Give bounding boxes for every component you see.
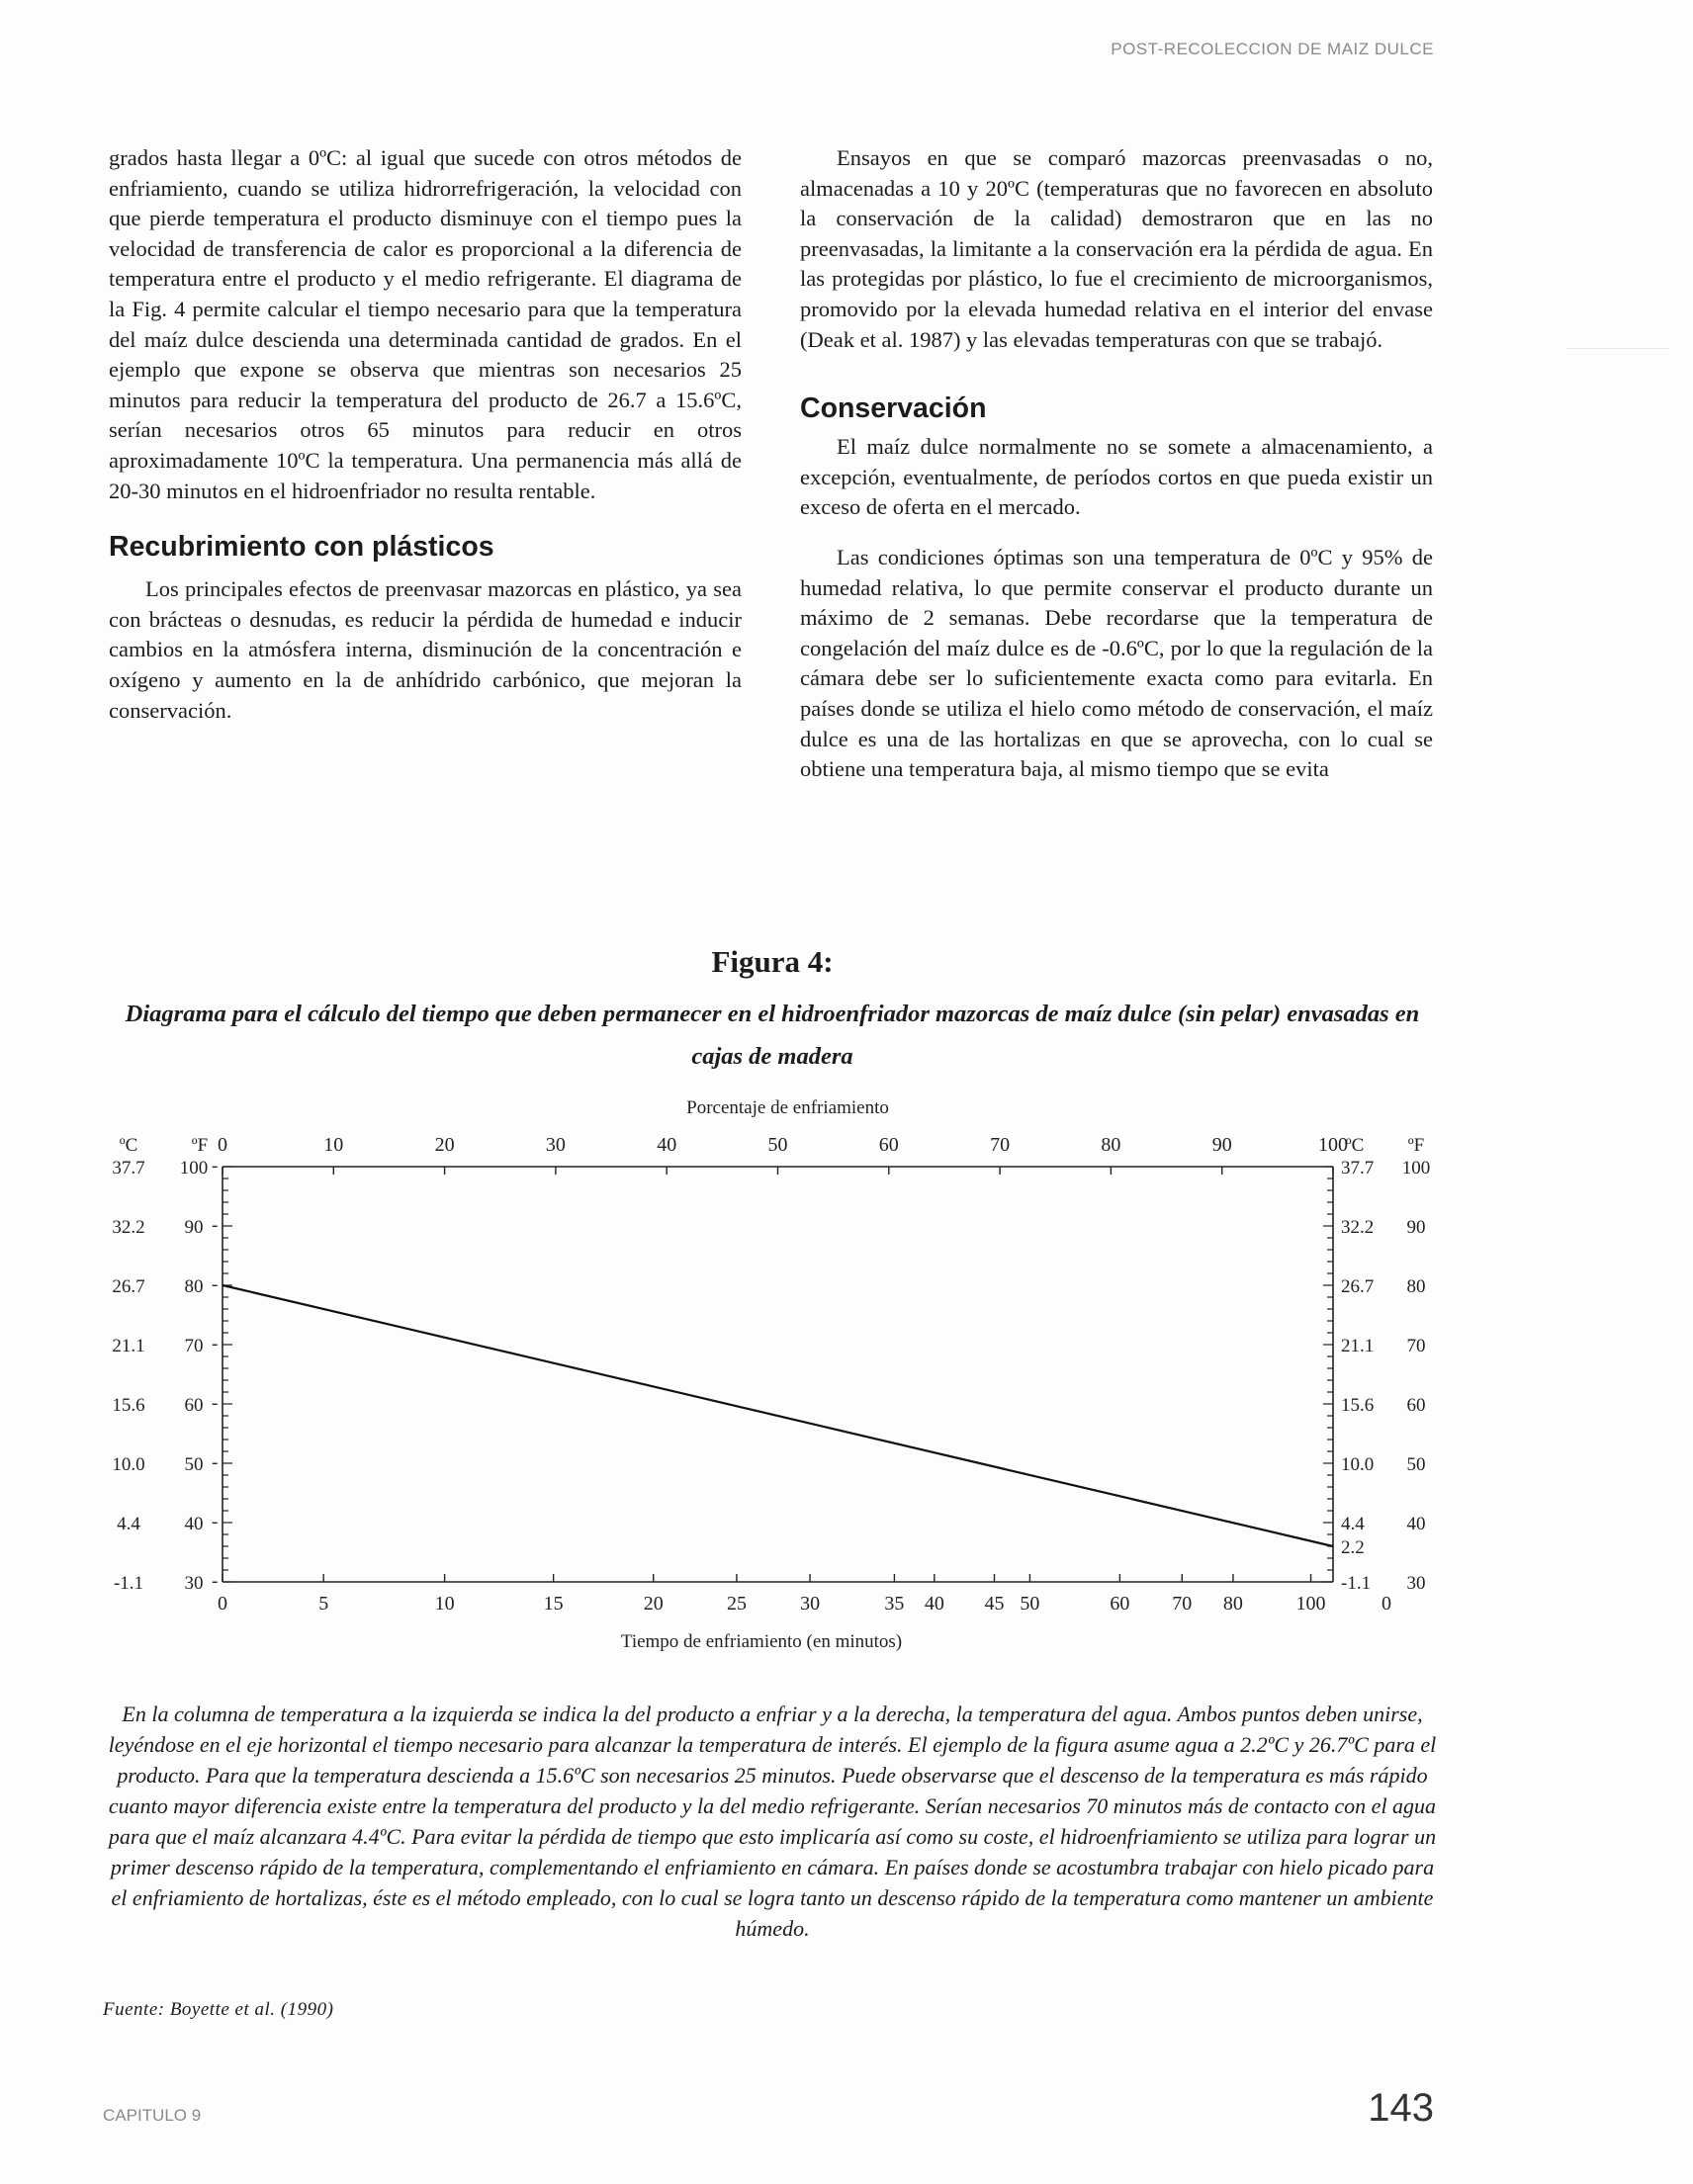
example-line — [223, 1285, 1333, 1546]
bottom-tick-label: 45 — [984, 1593, 1005, 1615]
left-scale-f-label: 90 — [184, 1217, 204, 1238]
bottom-tick-label: 35 — [884, 1593, 905, 1615]
top-tick-label: 30 — [545, 1134, 566, 1156]
right-scale-c-label: 37.7 — [1341, 1158, 1375, 1179]
right-scale-f-label: 100 — [1401, 1158, 1431, 1179]
top-tick-label: 70 — [990, 1134, 1011, 1156]
bottom-tick-label: 10 — [434, 1593, 455, 1615]
right-scale-c-label: 26.7 — [1341, 1276, 1375, 1297]
bottom-end-label: 0 — [1381, 1593, 1391, 1615]
bottom-tick-label: 5 — [318, 1593, 329, 1615]
left-scale-c-label: 32.2 — [112, 1217, 145, 1238]
left-scale-c-label: 10.0 — [112, 1454, 145, 1475]
bottom-tick-label: 60 — [1110, 1593, 1130, 1615]
left-column — [109, 143, 742, 726]
left-scale-dash: - — [212, 1274, 219, 1295]
left-scale-dash: - — [212, 1334, 219, 1354]
left-scale-f-label: 80 — [184, 1276, 204, 1297]
bottom-tick-label: 70 — [1172, 1593, 1193, 1615]
top-tick-label: 20 — [434, 1134, 455, 1156]
right-scale-c-label: 2.2 — [1341, 1537, 1365, 1558]
right-scale-c-label: -1.1 — [1341, 1573, 1372, 1594]
figure-title: Figura 4: — [711, 944, 834, 979]
right-scale-c-label: 21.1 — [1341, 1336, 1375, 1356]
section-heading-recubrimiento: Recubrimiento con plásticos — [109, 531, 494, 564]
right-scale-f-label: 60 — [1406, 1395, 1426, 1416]
bottom-tick-label: 40 — [924, 1593, 944, 1615]
right-paragraph-1: Ensayos en que se comparó mazorcas preenvasadas o no, almacenadas a 10 y 20ºC (temperaturas que no favorecen en absoluto la conservación de la calidad) demostraron que en las no preenvasadas, la limitante a la conservación era la pérdida de agua. En las protegidas por plástico, lo fue el crecimiento de microorganismos, promovido por la elevada humedad relativa en el interior del envase (Deak et al. 1987) y las elevadas temperaturas con que se trabajó. — [800, 145, 1433, 352]
running-head: POST-RECOLECCION DE MAIZ DULCE — [1111, 40, 1434, 58]
paragraph-gap — [800, 523, 1433, 543]
left-scale-c-label: 15.6 — [112, 1395, 145, 1416]
right-scale-c-label: 15.6 — [1341, 1395, 1375, 1416]
top-tick-label: 90 — [1211, 1134, 1232, 1156]
right-unit-c: ºC — [1345, 1135, 1365, 1156]
figure-caption: En la columna de temperatura a la izquierda se indica la del producto a enfriar y a la derecha, la temperatura del agua. Ambos puntos deben unirse, leyéndose en el eje horizontal el tiempo necesario para alcanzar la temperatura de interés. El ejemplo de la figura asume agua a 2.2ºC y 26.7ºC para el producto. Para que la temperatura descienda a 15.6ºC son necesarios 25 minutos. Puede observarse que el descenso de la temperatura es más rápido cuanto mayor diferencia existe entre la temperatura del producto y la del medio refrigerante. Serían necesarios 70 minutos más de contacto con el agua para que el maíz alcanzara 4.4ºC. Para evitar la pérdida de tiempo que esto implicaría así como su coste, el hidroenfriamiento se utiliza para lograr un primer descenso rápido de la temperatura, complementando el enfriamiento en cámara. En países donde se acostumbra trabajar con hielo picado para el enfriamiento de hortalizas, éste es el método empleado, con lo cual se logra tanto un descenso rápido de la temperatura como mantener un ambiente húmedo. — [108, 1702, 1437, 1941]
right-scale-f-label: 90 — [1406, 1217, 1426, 1238]
left-scale-dash: - — [212, 1215, 219, 1236]
left-scale-c-label: 21.1 — [112, 1336, 145, 1356]
figure-source: Fuente: Boyette et al. (1990) — [103, 1999, 334, 2020]
top-tick-label: 50 — [767, 1134, 788, 1156]
top-tick-label: 0 — [218, 1134, 227, 1156]
top-tick-label: 80 — [1101, 1134, 1121, 1156]
left-unit-c: ºC — [119, 1135, 138, 1156]
left-scale-f-label: 70 — [184, 1336, 204, 1356]
bottom-tick-label: 50 — [1020, 1593, 1040, 1615]
bottom-tick-label: 0 — [218, 1593, 227, 1615]
right-scale-f-label: 80 — [1406, 1276, 1426, 1297]
left-scale-f-label: 100 — [179, 1158, 209, 1179]
right-column — [800, 143, 1433, 785]
left-scale-dash: - — [212, 1156, 219, 1177]
top-tick-label: 10 — [323, 1134, 344, 1156]
cooling-time-chart — [0, 1088, 1545, 1661]
left-scale-c-label: 4.4 — [117, 1514, 140, 1534]
right-scale-c-label: 10.0 — [1341, 1454, 1375, 1475]
right-scale-c-label: 32.2 — [1341, 1217, 1375, 1238]
right-scale-c-label: 4.4 — [1341, 1514, 1365, 1534]
top-axis-title: Porcentaje de enfriamiento — [686, 1097, 889, 1118]
top-tick-label: 40 — [657, 1134, 677, 1156]
left-scale-dash: - — [212, 1452, 219, 1473]
right-unit-f: ºF — [1407, 1135, 1425, 1156]
left-scale-dash: - — [212, 1512, 219, 1532]
right-scale-f-label: 30 — [1406, 1573, 1426, 1594]
bottom-tick-label: 25 — [726, 1593, 747, 1615]
bottom-tick-label: 15 — [543, 1593, 564, 1615]
top-tick-label: 100 — [1318, 1134, 1348, 1156]
section-heading-conservacion: Conservación — [800, 393, 987, 425]
x-axis-title: Tiempo de enfriamiento (en minutos) — [620, 1631, 903, 1652]
right-paragraph-3: Las condiciones óptimas son una temperatura de 0ºC y 95% de humedad relativa, lo que permite conservar el producto durante un máximo de 2 semanas. Debe recordarse que la temperatura de congelación del maíz dulce es de -0.6ºC, por lo que la regulación de la cámara debe ser lo suficientemente exacta como para evitarla. En países donde se utiliza el hielo como método de conservación, el maíz dulce es una de las hortalizas en que se aprovecha, con lo cual se obtiene una temperatura baja, al mismo tiempo que se evita — [800, 544, 1433, 782]
right-scale-f-label: 70 — [1406, 1336, 1426, 1356]
left-scale-dash: - — [212, 1571, 219, 1592]
left-paragraph-2: Los principales efectos de preenvasar mazorcas en plástico, ya sea con brácteas o desnudas, es reducir la pérdida de humedad e inducir cambios en la atmósfera interna, disminución de la concentración e oxígeno y aumento en la de anhídrido carbónico, que mejoran la conservación. — [109, 576, 742, 723]
edge-mark — [1567, 348, 1668, 349]
left-scale-f-label: 40 — [184, 1514, 204, 1534]
footer-chapter: CAPITULO 9 — [103, 2106, 202, 2125]
left-scale-f-label: 60 — [184, 1395, 204, 1416]
left-unit-f: ºF — [191, 1135, 209, 1156]
left-scale-f-label: 30 — [184, 1573, 204, 1594]
right-scale-f-label: 50 — [1406, 1454, 1426, 1475]
left-scale-f-label: 50 — [184, 1454, 204, 1475]
bottom-tick-label: 30 — [800, 1593, 821, 1615]
right-scale-f-label: 40 — [1406, 1514, 1426, 1534]
left-scale-c-label: -1.1 — [113, 1573, 144, 1594]
top-tick-label: 60 — [878, 1134, 899, 1156]
left-scale-dash: - — [212, 1393, 219, 1414]
left-scale-c-label: 26.7 — [112, 1276, 145, 1297]
bottom-tick-label: 20 — [643, 1593, 664, 1615]
figure-subtitle: Diagrama para el cálculo del tiempo que deben permanecer en el hidroenfriador mazorcas de maíz dulce (sin pelar) envasadas en cajas de madera — [125, 1001, 1420, 1070]
left-scale-c-label: 37.7 — [112, 1158, 145, 1179]
page-number: 143 — [1368, 2086, 1434, 2130]
left-paragraph-1: grados hasta llegar a 0ºC: al igual que sucede con otros métodos de enfriamiento, cuando se utiliza hidrorrefrigeración, la velocidad con que pierde temperatura el producto disminuye con el tiempo pues la velocidad de transferencia de calor es proporcional a la diferencia de temperatura entre el producto y el medio refrigerante. El diagrama de la Fig. 4 permite calcular el tiempo necesario para que la temperatura del maíz dulce descienda una determinada cantidad de grados. En el ejemplo que expone se observa que mientras son necesarios 25 minutos para reducir la temperatura del producto de 26.7 a 15.6ºC, serían necesarios otros 65 minutos para reducir en otros aproximadamente 10ºC la temperatura. Una permanencia más allá de 20-30 minutos en el hidroenfriador no resulta rentable. — [109, 145, 742, 503]
bottom-tick-label: 100 — [1295, 1593, 1326, 1615]
right-paragraph-2: El maíz dulce normalmente no se somete a almacenamiento, a excepción, eventualmente, de períodos cortos en que pueda existir un exceso de oferta en el mercado. — [800, 434, 1433, 520]
bottom-tick-label: 80 — [1222, 1593, 1243, 1615]
